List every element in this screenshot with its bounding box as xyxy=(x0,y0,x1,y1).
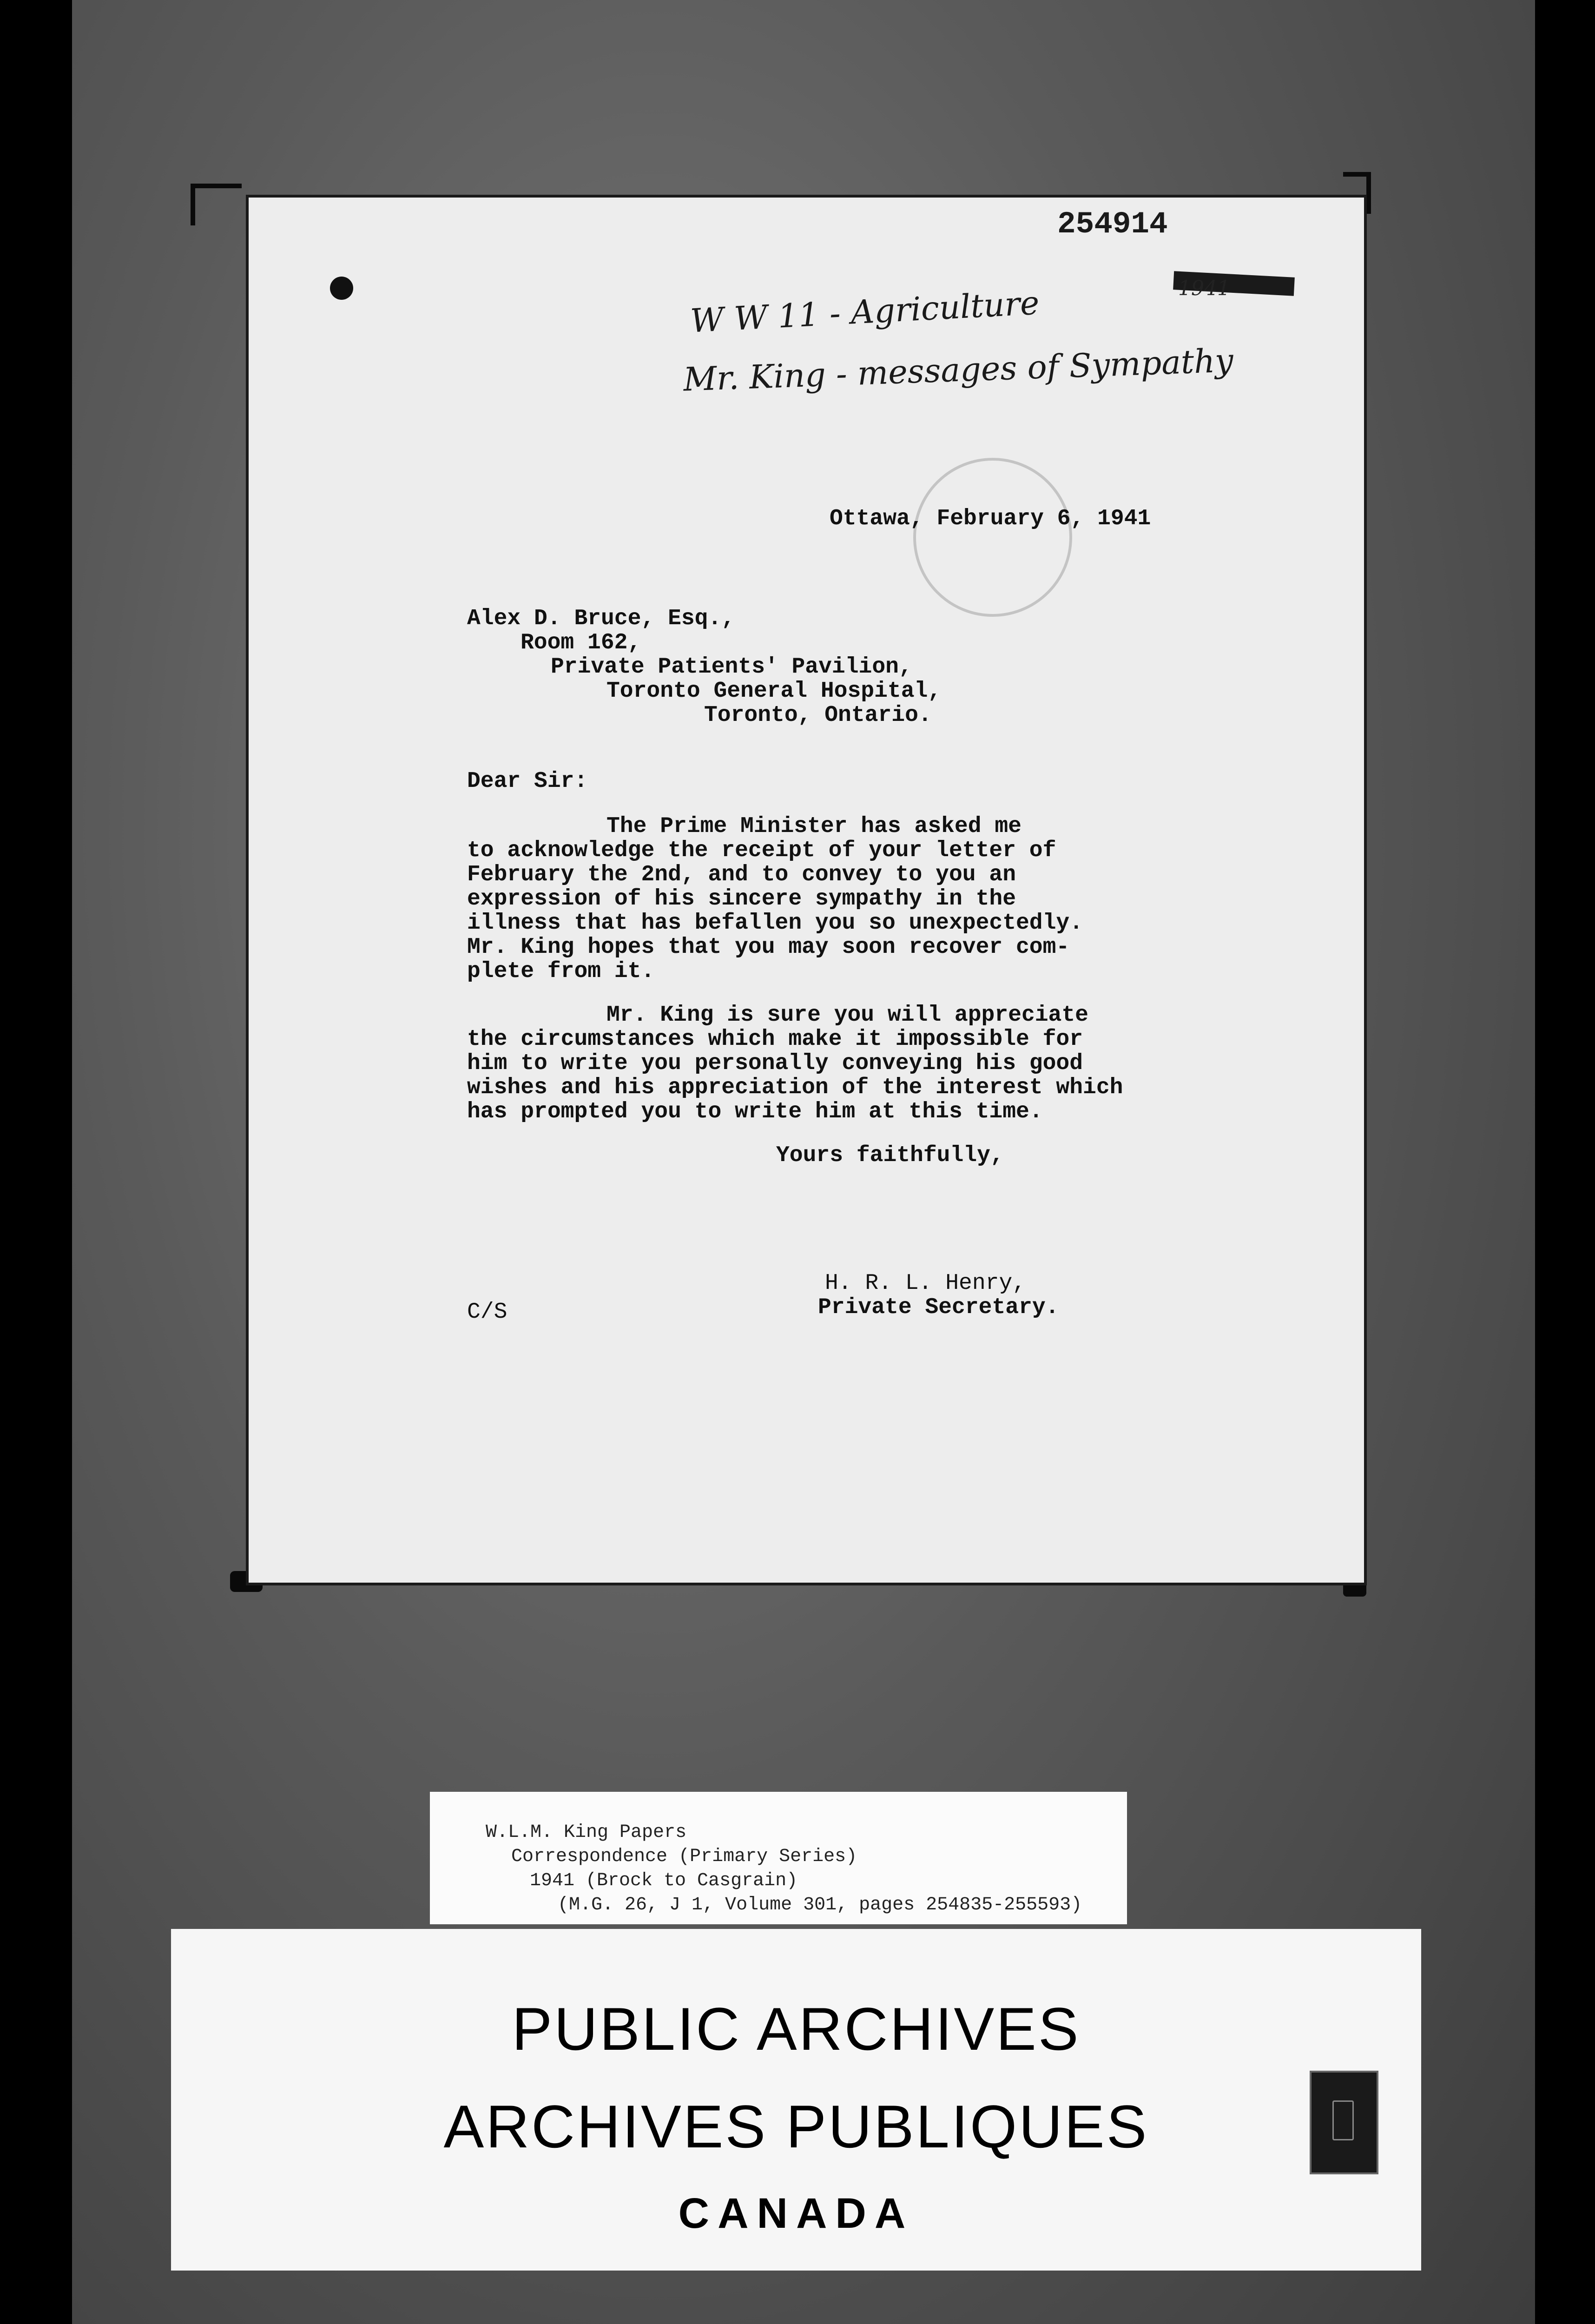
archive-title-english: PUBLIC ARCHIVES xyxy=(512,1995,1081,2063)
archive-country: CANADA xyxy=(678,2190,914,2237)
paragraph2-line3: him to write you personally conveying his good xyxy=(467,1051,1083,1076)
paragraph2-line1: Mr. King is sure you will appreciate xyxy=(606,1003,1088,1028)
archive-card xyxy=(171,1929,1421,2271)
paragraph1-line3: February the 2nd, and to convey to you an xyxy=(467,862,1016,887)
typist-initials: C/S xyxy=(467,1300,508,1325)
paragraph1-line7: plete from it. xyxy=(467,959,655,984)
paragraph1-line5: illness that has befallen you so unexpectedly. xyxy=(467,911,1083,936)
faint-stamp xyxy=(913,458,1072,617)
clip-icon xyxy=(1310,2071,1378,2174)
collection-label xyxy=(430,1792,1127,1924)
closing: Yours faithfully, xyxy=(776,1143,1004,1168)
address-line-2: Room 162, xyxy=(521,630,641,655)
address-line-4: Toronto General Hospital, xyxy=(606,679,942,704)
punch-hole xyxy=(330,277,353,300)
letter-page xyxy=(249,198,1364,1583)
year-mark: 1941 xyxy=(1178,277,1230,300)
salutation: Dear Sir: xyxy=(467,769,588,794)
paragraph2-line4: wishes and his appreciation of the interest which xyxy=(467,1075,1123,1100)
paragraph1-line2: to acknowledge the receipt of your letter of xyxy=(467,838,1056,863)
address-line-3: Private Patients' Pavilion, xyxy=(551,654,912,680)
handwritten-note-1: W W 11 - Agriculture xyxy=(689,284,1041,340)
handwritten-note-2: Mr. King - messages of Sympathy xyxy=(682,341,1234,399)
signature-title: Private Secretary. xyxy=(818,1295,1059,1320)
collection-label-line3: 1941 (Brock to Casgrain) xyxy=(530,1870,798,1891)
place-date: Ottawa, February 6, 1941 xyxy=(830,506,1151,531)
collection-label-line1: W.L.M. King Papers xyxy=(486,1822,687,1843)
paragraph1-line1: The Prime Minister has asked me xyxy=(606,814,1022,839)
signature-name: H. R. L. Henry, xyxy=(825,1271,1026,1296)
archive-title-french: ARCHIVES PUBLIQUES xyxy=(443,2093,1149,2160)
corner-mark-tr-v xyxy=(1366,172,1371,214)
paragraph1-line4: expression of his sincere sympathy in the xyxy=(467,886,1016,911)
corner-mark-br xyxy=(1343,1580,1366,1597)
corner-mark-tl xyxy=(191,184,242,188)
paragraph2-line2: the circumstances which make it impossible for xyxy=(467,1027,1083,1052)
address-line-5: Toronto, Ontario. xyxy=(704,703,932,728)
document-number: 254914 xyxy=(1057,207,1168,242)
collection-label-line2: Correspondence (Primary Series) xyxy=(511,1846,857,1867)
paragraph1-line6: Mr. King hopes that you may soon recover com- xyxy=(467,935,1070,960)
address-line-1: Alex D. Bruce, Esq., xyxy=(467,606,735,631)
corner-mark-tl-v xyxy=(191,184,195,225)
collection-label-line4: (M.G. 26, J 1, Volume 301, pages 254835-255593) xyxy=(558,1895,1082,1915)
paragraph2-line5: has prompted you to write him at this time. xyxy=(467,1099,1043,1124)
